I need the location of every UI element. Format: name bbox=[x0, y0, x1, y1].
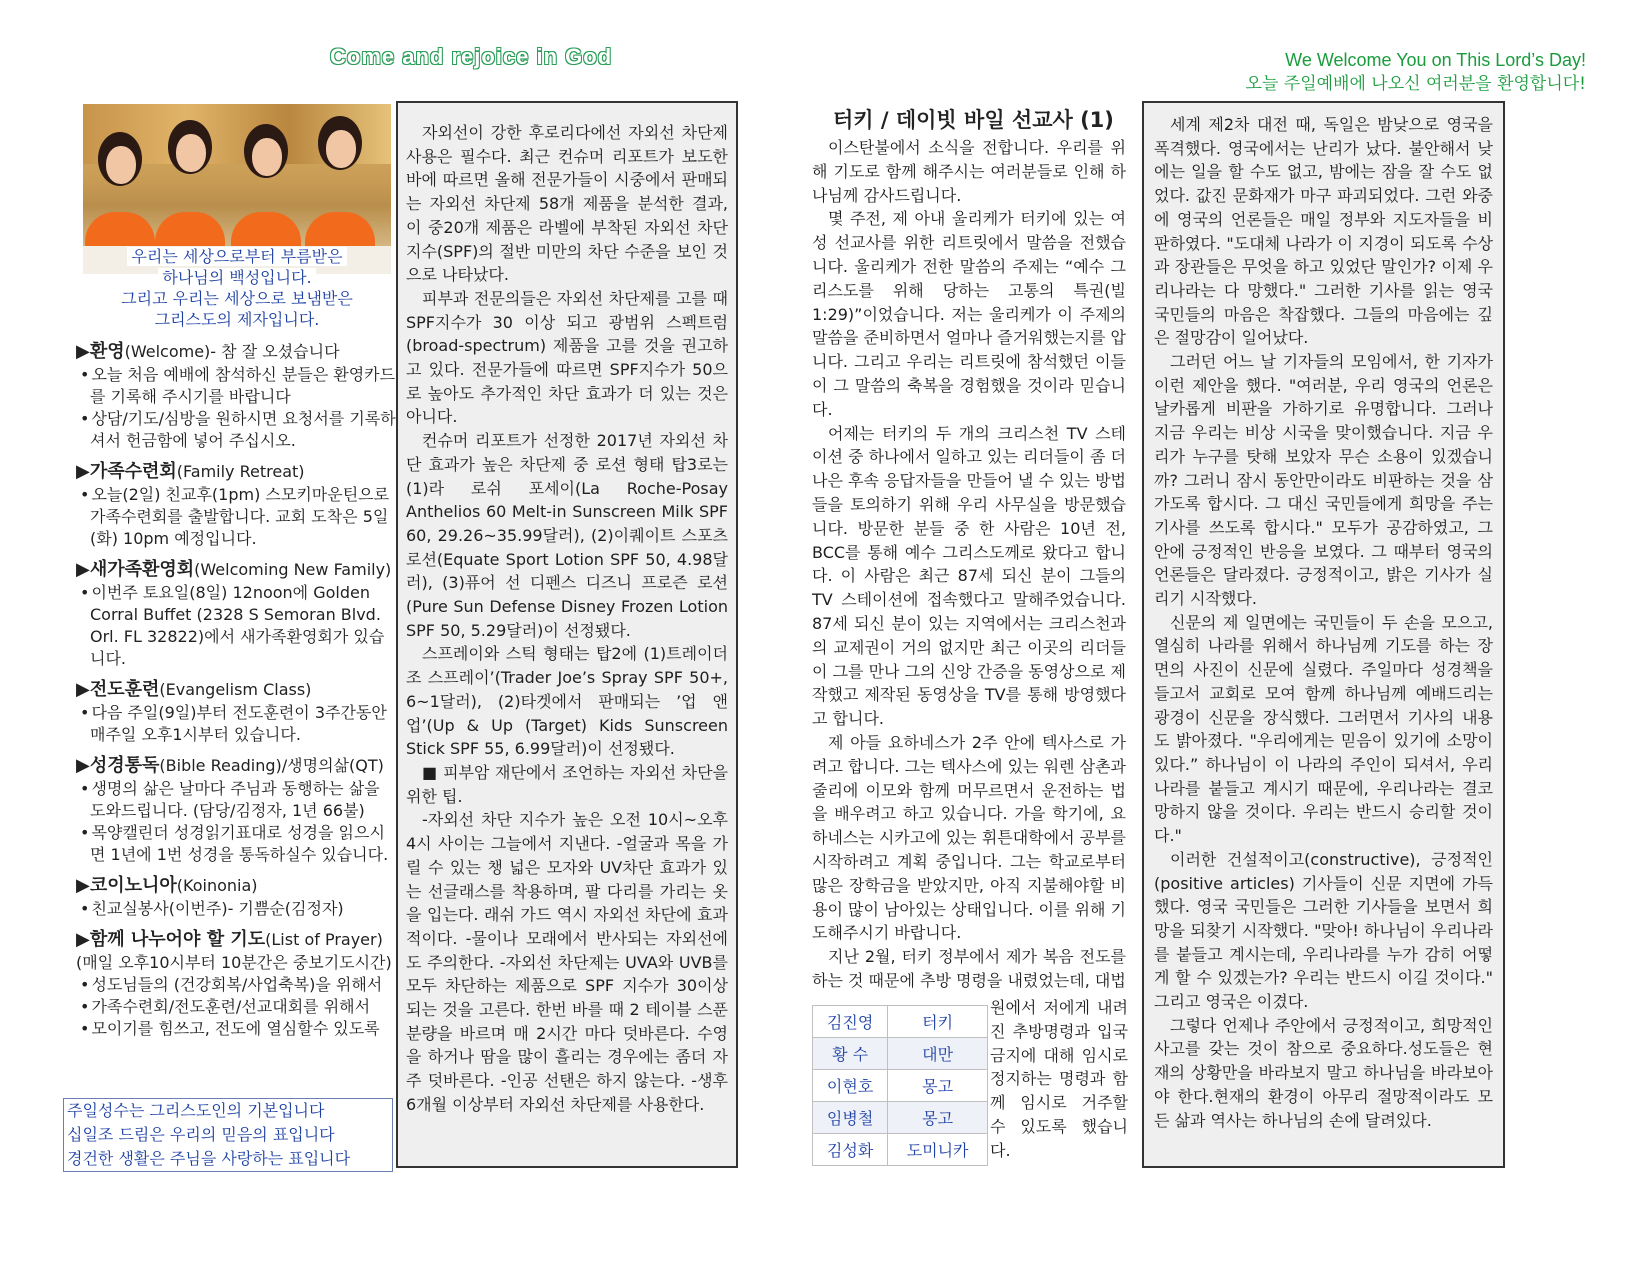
motto-line-1: 주일성수는 그리스도인의 기본입니다 bbox=[67, 1101, 325, 1120]
announcement-item: • 이번주 토요일(8일) 12noon에 Golden Corral Buffet (2328 S Semoran Blvd. Orl. FL 32822)에서 새가족환영회가 있습니다. bbox=[76, 582, 396, 670]
motto-box bbox=[63, 1098, 393, 1172]
article-paragraph: 세계 제2차 대전 때, 독일은 밤낮으로 영국을 폭격했다. 영국에서는 난리가 났다. 불안해서 낮에는 일을 할 수도 없고, 밤에는 잠을 잘 수도 없었다. 값진 문화재가 마구 파괴되었다. 그런 와중에 영국의 언론들은 매일 정부와 지도자들을 비판하였다. "도대체 나라가 이 지경이 되도록 수상과 장관들은 무엇을 하고 있었단 말인가? 이제 우리나라는 다 망했다." 그러한 기사를 읽는 영국 국민들의 마음은 착잡했다. 그들의 마음에는 깊은 절망감이 일어났다. bbox=[1154, 115, 1493, 348]
announcement-item: • 성도님들의 (건강회복/사업축복)을 위해서 bbox=[76, 974, 396, 996]
missionary-country: 몽고 bbox=[888, 1070, 988, 1102]
article-paragraph: 스프레이와 스틱 형태는 탑2에 (1)트레이더 조 스프레이’(Trader Joe’s Spray SPF 50+, 6~1달러), (2)타겟에서 판매되는 ’업 앤 업’(Up & Up (Target) Kids Sunscreen Stick SPF 55, 6.99달러)이 선정됐다. bbox=[406, 644, 728, 759]
header-welcome-en: We Welcome You on This Lord’s Day! bbox=[1285, 50, 1586, 70]
article-paragraph: 이스탄불에서 소식을 전합니다. 우리를 위해 기도로 함께 해주시는 여러분들로 인해 하나님께 감사드립니다. bbox=[812, 138, 1126, 205]
prayer-note: (매일 오후10시부터 10분간은 중보기도시간) bbox=[76, 953, 392, 972]
announcement-title-new-family: ▶새가족환영회(Welcoming New Family) bbox=[76, 559, 392, 580]
missionary-country: 터키 bbox=[888, 1006, 988, 1038]
article-paragraph: 자외선이 강한 후로리다에선 자외선 차단제 사용은 필수다. 최근 컨슈머 리포트가 보도한 바에 따르면 올해 전문가들이 시중에서 판매되는 자외선 차단제 58개 제품을 분석한 결과, 이 중20개 제품은 라벨에 부착된 자외선 차단지수(SPF)의 절반 미만의 차단 수준을 보인 것으로 나타났다. bbox=[406, 123, 728, 285]
article-paragraph: -자외선 차단 지수가 높은 오전 10시~오후 4시 사이는 그늘에서 지낸다. -얼굴과 목을 가릴 수 있는 챙 넓은 모자와 UV차단 효과가 있는 선글래스를 착용하며, 팔 다리를 가리는 옷을 입는다. 래쉬 가드 역시 자외선 차단에 효과적이다. -물이나 모래에서 반사되는 자외선에도 주의한다. -자외선 차단제는 UVA와 UVB를 모두 차단하는 제품으로 SPF 지수가 30이상 되는 것을 고른다. 한번 바를 때 2 테이블 스푼 분량을 바르며 매 2시간 마다 덧바른다. 수영을 하거나 땀을 많이 흘리는 경우에는 좀더 자주 덧바른다. -인공 선탠은 하지 않는다. -생후 6개월 이상부터 자외선 차단제를 사용한다. bbox=[406, 810, 728, 1114]
announcement-title-welcome: ▶환영(Welcome)- 참 잘 오셨습니다 bbox=[76, 341, 340, 362]
article-paragraph: 몇 주전, 제 아내 울리케가 터키에 있는 여성 선교사를 위한 리트릿에서 말씀을 전했습니다. 울리케가 전한 말씀의 주제는 “예수 그리스도를 위해 당하는 고통의 특권(빌 1:29)”이었습니다. 저는 울리케가 이 주제의 말씀을 준비하면서 얼마나 즐거워했는지를 압니다. 그리고 우리는 리트릿에 참석했던 이들이 그 말씀의 축복을 경험했을 것이라 믿습니다. bbox=[812, 209, 1127, 419]
missionary-article bbox=[812, 136, 1126, 993]
missionary-country: 몽고 bbox=[888, 1102, 988, 1134]
article-paragraph: 컨슈머 리포트가 선정한 2017년 자외선 차단 효과가 높은 차단제 중 로션 형태 탑3로는 (1)라 로쉬 포세이(La Roche-Posay Anthelios 60 Melt-in Sunscreen Milk SPF 60, 29.26~35.99달러), (2)이퀘이트 스포츠 로션(Equate Sport Lotion SPF 50, 4.98달러), (3)퓨어 선 디펜스 디즈니 프로즌 로션(Pure Sun Defense Disney Frozen Lotion SPF 50, 5.29달러)이 선정됐다. bbox=[406, 431, 728, 640]
missionary-name: 김성화 bbox=[813, 1134, 888, 1166]
announcements bbox=[76, 340, 396, 1040]
announcement-title-family-retreat: ▶가족수련회(Family Retreat) bbox=[76, 461, 305, 482]
missionaries-table bbox=[812, 1005, 988, 1166]
sunscreen-article bbox=[396, 101, 738, 1168]
article-paragraph: 어제는 터키의 두 개의 크리스천 TV 스테이션 중 하나에서 일하고 있는 리더들이 좀 더 나은 후속 응답자들을 만들어 낼 수 있는 방법들을 토의하기 위해 우리 사무실을 방문했습니다. 방문한 분들 중 한 사람은 10년 전, BCC를 통해 예수 그리스도께로 왔다고 합니다. 이 사람은 최근 87세 되신 분이 그들의 TV 스테이션에 접속했다고 말해주었습니다. 87세 되신 분이 있는 지역에서는 크리스천과의 교제권이 거의 없지만 최근 이곳의 리더들이 그를 만나 그의 신앙 간증을 동영상으로 제작했고 제작된 동영상을 TV를 통해 방영했다고 합니다. bbox=[812, 423, 1126, 729]
announcement-item: • 모이기를 힘쓰고, 전도에 열심할수 있도록 bbox=[76, 1018, 396, 1040]
announcement-title-evangelism: ▶전도훈련(Evangelism Class) bbox=[76, 679, 312, 700]
article-paragraph: 제 아들 요하네스가 2주 안에 텍사스로 가려고 합니다. 그는 텍사스에 있는 워렌 삼촌과 줄리에 이모와 함께 머무르면서 운전하는 법을 배우려고 하고 있습니다. 가을 학기에, 요하네스는 시카고에 있는 휘튼대학에서 공부를 시작하려고 계획 중입니다. 그는 학교로부터 많은 장학금을 받았지만, 아직 지불해야할 비용이 많이 남아있는 상태입니다. 이를 위해 기도해주시기 바랍니다. bbox=[812, 732, 1127, 943]
missionary-article-tail: 원에서 저에게 내려진 추방명령과 입국금지에 대해 임시로 정지하는 명령과 함께 임시로 거주할 수 있도록 했습니다. bbox=[990, 998, 1128, 1160]
motto-line-2: 십일조 드림은 우리의 믿음의 표입니다 bbox=[67, 1125, 335, 1144]
table-row bbox=[813, 1134, 988, 1166]
announcement-item: • 오늘(2일) 친교후(1pm) 스모키마운틴으로 가족수련회를 출발합니다. 교회 도착은 5일(화) 10pm 예정입니다. bbox=[76, 484, 396, 550]
announcement-item: • 친교실봉사(이번주)- 기쁨순(김정자) bbox=[76, 898, 396, 920]
caption-line-1: 우리는 세상으로부터 부름받은 bbox=[127, 247, 346, 266]
header-welcome-ko: 오늘 주일예배에 나오신 여러분을 환영합니다! bbox=[1245, 74, 1586, 94]
article-paragraph: 신문의 제 일면에는 국민들이 두 손을 모으고, 열심히 나라를 위해서 하나님께 기도를 하는 장면의 사진이 신문에 실렸다. 주일마다 성경책을 들고서 교회로 모여 함께 하나님께 예배드리는 광경이 신문을 장식했다. 그러면서 기사의 내용도 밝아졌다. "우리에게는 믿음이 있기에 소망이 있다.” 하나님이 이 나라의 주인이 되셔서, 우리나라를 붙들고 계시기 때문에, 우리나라는 결코 망하지 않을 것이다. 우리는 반드시 승리할 것이다." bbox=[1154, 612, 1493, 846]
missionary-name: 김진영 bbox=[813, 1006, 888, 1038]
missionary-country: 대만 bbox=[888, 1038, 988, 1070]
missionary-name: 임병철 bbox=[813, 1102, 888, 1134]
table-row bbox=[813, 1006, 988, 1038]
table-row bbox=[813, 1038, 988, 1070]
announcement-title-koinonia: ▶코이노니아(Koinonia) bbox=[76, 875, 258, 896]
announcement-title-prayer: ▶함께 나누어야 할 기도(List of Prayer) bbox=[76, 929, 383, 950]
photo-caption bbox=[83, 246, 391, 330]
article-paragraph: ■ 피부암 재단에서 조언하는 자외선 차단을 위한 팁. bbox=[406, 762, 728, 806]
table-row bbox=[813, 1070, 988, 1102]
caption-line-4: 그리스도의 제자입니다. bbox=[154, 310, 320, 329]
announcement-item: • 가족수련회/전도훈련/선교대회를 위해서 bbox=[76, 996, 396, 1018]
missionary-country: 도미니카 bbox=[888, 1134, 988, 1166]
article-paragraph: 피부과 전문의들은 자외선 차단제를 고를 때 SPF지수가 30 이상 되고 광범위 스펙트럼(broad-spectrum) 제품을 고를 것을 권고하고 있다. 전문가들에 따르면 SPF지수가 50으로 높아도 추가적인 차단 효과가 더 있는 것은 아니다. bbox=[406, 288, 728, 427]
caption-line-3: 그리고 우리는 세상으로 보냄받은 bbox=[121, 289, 353, 308]
missionary-name: 황 수 bbox=[813, 1038, 888, 1070]
announcement-title-bible-reading: ▶성경통독(Bible Reading)/생명의삶(QT) bbox=[76, 755, 384, 776]
table-row bbox=[813, 1102, 988, 1134]
announcement-item: • 다음 주일(9일)부터 전도훈련이 3주간동안 매주일 오후1시부터 있습니다. bbox=[76, 702, 396, 746]
announcement-item: • 목양캘린더 성경읽기표대로 성경을 읽으시면 1년에 1번 성경을 통독하실수 있습니다. bbox=[76, 822, 396, 866]
missionary-name: 이현호 bbox=[813, 1070, 888, 1102]
article-paragraph: 지난 2월, 터키 정부에서 제가 복음 전도를 하는 것 때문에 추방 명령을 내렸었는데, 대법 bbox=[812, 947, 1126, 990]
article-paragraph: 그렇다 언제나 주안에서 긍정적이고, 희망적인 사고를 갖는 것이 참으로 중요하다.성도들은 현재의 상황만을 바라보지 말고 하나님을 바라보아야 한다.현재의 환경이 아무리 절망적이라도 모든 삶과 역사는 하나님의 손에 달려있다. bbox=[1154, 1015, 1493, 1130]
england-press-article bbox=[1142, 101, 1505, 1168]
motto-line-3: 경건한 생활은 주님을 사랑하는 표입니다 bbox=[67, 1149, 351, 1168]
caption-line-2: 하나님의 백성입니다. bbox=[158, 268, 315, 287]
missionary-article-title: 터키 / 데이빗 바일 선교사 (1) bbox=[833, 108, 1114, 132]
announcement-item: • 상담/기도/심방을 원하시면 요청서를 기록하셔서 헌금함에 넣어 주십시오. bbox=[76, 408, 396, 452]
article-paragraph: 이러한 건설적이고(constructive), 긍정적인(positive articles) 기사들이 신문 지면에 가득했다. 영국 국민들은 그러한 기사들을 보면서 희망을 되찾기 시작했다. "맞아! 하나님이 우리나라를 붙들고 계시는데, 우리나라를 누가 감히 어떻게 할 수 있겠는가? 우리는 반드시 이길 것이다." 그리고 영국은 이겼다. bbox=[1154, 849, 1493, 1012]
article-paragraph: 그러던 어느 날 기자들의 모임에서, 한 기자가 이런 제안을 했다. "여러분, 우리 영국의 언론은 날카롭게 비판을 가하기로 유명합니다. 그러나 지금 우리는 비상 시국을 맞이했습니다. 지금 우리가 누구를 탓해 보았자 무슨 소용이 있겠습니까? 그러니 잠시 동안만이라도 비판하는 것을 삼가도록 합시다. 그 대신 국민들에게 희망을 주는 기사를 쓰도록 합시다." 모두가 공감하였고, 그 안에 긍정적인 반응을 보였다. 그 때부터 영국의 언론들은 달라졌다. 긍정적이고, 밝은 기사가 실리기 시작했다. bbox=[1154, 352, 1493, 609]
announcement-item: • 생명의 삶은 날마다 주님과 동행하는 삶을 도와드립니다. (담당/김정자, 1년 66불) bbox=[76, 778, 396, 822]
announcement-item: • 오늘 처음 예배에 참석하신 분들은 환영카드를 기록해 주시기를 바랍니다 bbox=[76, 364, 396, 408]
header-left-slogan: Come and rejoice in God bbox=[330, 44, 613, 69]
